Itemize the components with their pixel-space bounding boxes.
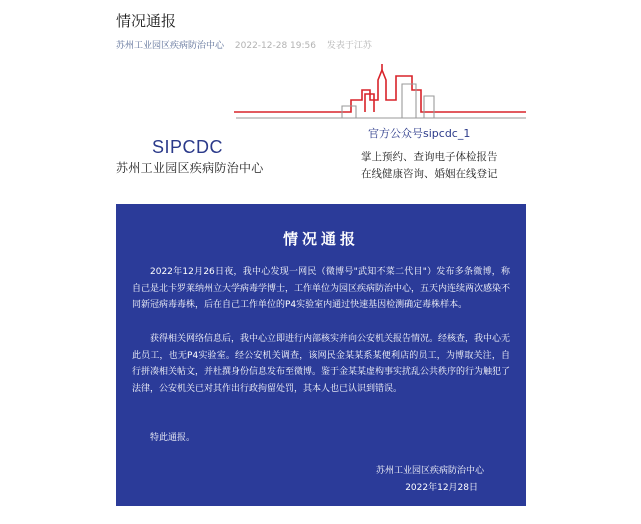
skyline-grey-line-2 (402, 84, 416, 118)
brand-chinese-name: 苏州工业园区疾病防治中心 (116, 161, 264, 175)
notice-signature-date: 2022年12月28日 (405, 483, 478, 493)
services-line-1: 掌上预约、查询电子体检报告 (361, 151, 498, 163)
notice-paragraph-3: 特此通报。 (150, 433, 196, 443)
skyline-red-line (234, 70, 526, 112)
article-meta (116, 38, 372, 51)
notice-signature-org: 苏州工业园区疾病防治中心 (375, 466, 484, 476)
publish-location: 发表于江苏 (326, 41, 372, 51)
article-title: 情况通报 (116, 12, 177, 30)
publish-time: 2022-12-28 19:56 (234, 41, 316, 51)
skyline-grey-line-3 (424, 96, 434, 118)
header-banner-image (116, 60, 526, 190)
skyline-logo-graphic (116, 60, 526, 135)
notice-paragraph-2: 获得相关网络信息后，我中心立即进行内部核实并向公安机关报告情况。经核查，我中心无此员工，也无P4实验室。经公安机关调查，该网民金某某系某便利店的员工，为博取关注，自行拼凑相关帖文，并杜撰身份信息发布至微博。鉴于金某某虚构事实扰乱公共秩序的行为触犯了法律，公安机关已对其作出行政拘留处罚，其本人也已认识到错误。 (132, 334, 511, 394)
notice-title: 情况通报 (282, 230, 359, 248)
account-name-link[interactable]: 苏州工业园区疾病防治中心 (116, 41, 225, 51)
official-account-label: 官方公众号sipcdc_1 (368, 127, 471, 140)
notice-image (116, 204, 526, 506)
brand-english-name: SIPCDC (152, 137, 224, 157)
notice-paragraph-1: 2022年12月26日夜，我中心发现一网民（微博号"武知不菜二代目"）发布多条微博，称自己是北卡罗莱纳州立大学病毒学博士，工作单位为园区疾病防治中心，五天内连续两次感染不同新冠病毒毒株，后在自己工作单位的P4实验室内通过快速基因检测确定毒株样本。 (132, 267, 511, 310)
services-line-2: 在线健康咨询、婚姻在线登记 (361, 168, 498, 180)
